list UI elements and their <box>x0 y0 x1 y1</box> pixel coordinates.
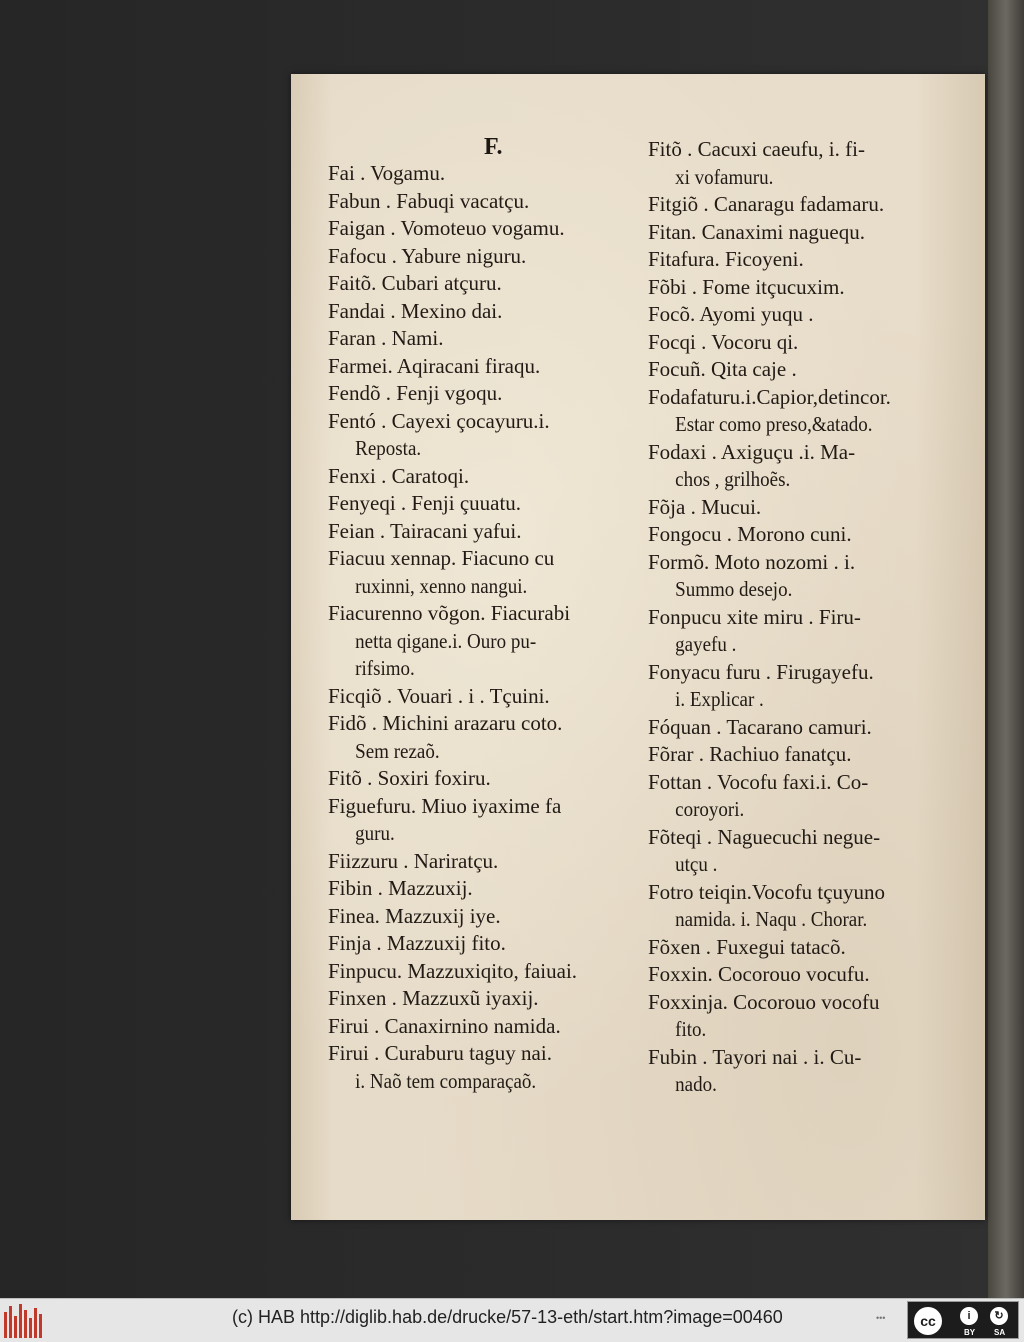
entry-line: Fitan. Canaximi naguequ. <box>648 219 865 244</box>
entry-line: Formõ. Moto nozomi . i. <box>648 549 856 574</box>
entry-continuation: nado. <box>675 1072 717 1096</box>
attribution-icon: i <box>958 1305 980 1327</box>
entry-line: Fonpucu xite miru . Firu- <box>648 604 861 629</box>
entry-continuation: Sem rezaõ. <box>355 738 440 763</box>
dictionary-entry <box>328 600 643 683</box>
entry-line: Fottan . Vocofu faxi.i. Co- <box>648 769 869 794</box>
dictionary-entry <box>648 741 963 769</box>
entry-line: Focqi . Vocoru qi. <box>648 329 799 354</box>
entry-line: Fiacuu xennap. Fiacuno cu <box>328 546 555 570</box>
dictionary-entry <box>648 136 963 191</box>
entry-line: Faitõ. Cubari atçuru. <box>328 271 502 295</box>
entry-line: Fongocu . Morono cuni. <box>648 522 852 546</box>
dictionary-entry <box>328 463 643 491</box>
entry-continuation: chos , grilhoẽs. <box>675 467 791 491</box>
dictionary-entry <box>328 683 643 711</box>
entry-line: Foxxin. Cocorouo vocufu. <box>648 962 870 986</box>
dictionary-entry <box>328 215 643 243</box>
dictionary-entry <box>328 848 643 876</box>
dictionary-entry <box>328 545 643 600</box>
entry-continuation: gayefu . <box>675 632 737 656</box>
viewer-footer <box>0 1298 1024 1342</box>
entry-line: Fodaxi . Axiguçu .i. Ma- <box>648 439 856 464</box>
dictionary-entry <box>648 274 963 302</box>
dictionary-entry <box>648 961 963 989</box>
dictionary-entry <box>328 930 643 958</box>
entry-continuation: coroyori. <box>675 797 745 821</box>
entry-line: Fendõ . Fenji vgoqu. <box>328 381 503 405</box>
entry-line: Fentó . Cayexi çocayuru.i. <box>328 408 550 433</box>
entry-line: Fõja . Mucui. <box>648 494 762 519</box>
dictionary-entry <box>648 494 963 522</box>
hab-logo-icon[interactable] <box>4 1302 48 1338</box>
entry-line: Fibin . Mazzuxij. <box>328 876 473 900</box>
entry-continuation: i. Explicar . <box>675 687 764 711</box>
entry-line: Finxen . Mazzuxũ iyaxij. <box>328 986 539 1010</box>
share-alike-icon: ↻ <box>988 1305 1010 1327</box>
entry-line: Focõ. Ayomi yuqu . <box>648 302 814 326</box>
dictionary-entry <box>328 765 643 793</box>
entry-continuation: Estar como preso,&atado. <box>675 412 873 436</box>
dictionary-entry <box>328 298 643 326</box>
entry-line: Fóquan . Tacarano camuri. <box>648 714 872 739</box>
entry-line: Fodafaturu.i.Capior,detincor. <box>648 384 891 409</box>
dictionary-entry <box>648 989 963 1044</box>
dictionary-entry <box>328 325 643 353</box>
dictionary-entry <box>328 518 643 546</box>
entry-line: Feian . Tairacani yafui. <box>328 518 522 543</box>
entry-line: Figuefuru. Miuo iyaxime fa <box>328 793 562 818</box>
entry-line: Faigan . Vomoteuo vogamu. <box>328 216 565 240</box>
dictionary-entry <box>328 1013 643 1041</box>
entry-line: Foxxinja. Cocorouo vocofu <box>648 989 880 1014</box>
entry-line: Fõxen . Fuxegui tatacõ. <box>648 934 846 959</box>
dictionary-entry <box>328 160 643 188</box>
entry-continuation: guru. <box>355 821 395 845</box>
entry-line: Fenyeqi . Fenji çuuatu. <box>328 491 522 515</box>
entry-line: Fandai . Mexino dai. <box>328 298 503 323</box>
left-column <box>328 160 643 1095</box>
dictionary-entry <box>328 793 643 848</box>
entry-line: Fitõ . Soxiri foxiru. <box>328 766 491 790</box>
cc-icon: cc <box>912 1305 944 1337</box>
entry-line: Fiizzuru . Nariratçu. <box>328 848 499 873</box>
entry-line: Finja . Mazzuxij fito. <box>328 931 506 955</box>
dictionary-entry <box>328 188 643 216</box>
entry-line: Fitgiõ . Canaragu fadamaru. <box>648 192 885 216</box>
dictionary-entry <box>648 219 963 247</box>
entry-continuation: Reposta. <box>355 436 422 460</box>
entry-line: Fõbi . Fome itçucuxim. <box>648 274 845 299</box>
adjacent-page-edge <box>988 0 1024 1298</box>
entry-continuation: netta qigane.i. Ouro pu- <box>355 628 537 653</box>
entry-continuation: Summo desejo. <box>675 577 793 601</box>
entry-line: Finpucu. Mazzuxiqito, faiuai. <box>328 958 578 983</box>
dictionary-entry <box>648 439 963 494</box>
dictionary-entry <box>328 353 643 381</box>
entry-line: Farmei. Aqiracani firaqu. <box>328 353 541 378</box>
entry-line: Fonyacu furu . Firugayefu. <box>648 659 874 684</box>
dictionary-entry <box>648 191 963 219</box>
dictionary-entry <box>648 879 963 934</box>
dictionary-entry <box>648 934 963 962</box>
entry-line: Fitafura. Ficoyeni. <box>648 247 804 271</box>
entry-line: Fai . Vogamu. <box>328 161 446 185</box>
dictionary-entry <box>328 408 643 463</box>
sa-label: SA <box>994 1328 1006 1337</box>
dictionary-entry <box>648 384 963 439</box>
copyright-link[interactable]: (c) HAB http://diglib.hab.de/drucke/57-13-eth/start.htm?image=00460 <box>232 1307 783 1327</box>
entry-continuation: fito. <box>675 1017 707 1041</box>
entry-line: Fiacurenno võgon. Fiacurabi <box>328 601 571 625</box>
entry-line: Firui . Curaburu taguy nai. <box>328 1041 552 1065</box>
entry-line: Fabun . Fabuqi vacatçu. <box>328 188 530 213</box>
entry-line: Ficqiõ . Vouari . i . Tçuini. <box>328 683 550 708</box>
entry-continuation: xi vofamuru. <box>675 164 774 189</box>
dictionary-entry <box>648 356 963 384</box>
entry-continuation: rifsimo. <box>355 656 415 680</box>
dictionary-entry <box>328 380 643 408</box>
entry-continuation: namida. i. Naqu . Chorar. <box>675 907 868 931</box>
entry-continuation: utçu . <box>675 852 718 876</box>
entry-line: Faran . Nami. <box>328 326 444 350</box>
dictionary-entry <box>328 903 643 931</box>
dictionary-entry <box>328 1040 643 1095</box>
dictionary-entry <box>328 243 643 271</box>
entry-line: Fotro teiqin.Vocofu tçuyuno <box>648 879 886 904</box>
dictionary-entry <box>648 604 963 659</box>
by-label: BY <box>964 1328 976 1337</box>
dictionary-entry <box>328 985 643 1013</box>
footer-dots: ••• <box>876 1313 886 1323</box>
cc-license-badge[interactable] <box>907 1301 1019 1339</box>
dictionary-entry <box>328 270 643 298</box>
dictionary-entry <box>328 490 643 518</box>
dictionary-entry <box>648 824 963 879</box>
entry-line: Fubin . Tayori nai . i. Cu- <box>648 1044 862 1069</box>
entry-continuation: i. Naõ tem comparaçaõ. <box>355 1068 537 1093</box>
dictionary-entry <box>648 1044 963 1099</box>
entry-line: Focuñ. Qita caje . <box>648 357 797 381</box>
entry-line: Fitõ . Cacuxi caeufu, i. fi- <box>648 137 865 161</box>
dictionary-entry <box>648 549 963 604</box>
dictionary-entry <box>648 714 963 742</box>
section-letter: F. <box>484 134 503 160</box>
entry-line: Fenxi . Caratoqi. <box>328 463 470 488</box>
dictionary-entry <box>328 710 643 765</box>
dictionary-entry <box>648 769 963 824</box>
entry-line: Fõrar . Rachiuo fanatçu. <box>648 742 852 766</box>
dictionary-entry <box>328 875 643 903</box>
dictionary-entry <box>648 329 963 357</box>
dictionary-entry <box>648 659 963 714</box>
entry-line: Fafocu . Yabure niguru. <box>328 243 527 268</box>
dictionary-entry <box>648 521 963 549</box>
entry-line: Fõteqi . Naguecuchi negue- <box>648 824 881 849</box>
entry-line: Fidõ . Michini arazaru coto. <box>328 711 563 735</box>
entry-continuation: ruxinni, xenno nangui. <box>355 573 528 598</box>
entry-line: Finea. Mazzuxij iye. <box>328 903 501 928</box>
entry-line: Firui . Canaxirnino namida. <box>328 1013 561 1038</box>
dictionary-entry <box>648 246 963 274</box>
dictionary-entry <box>648 301 963 329</box>
dictionary-entry <box>328 958 643 986</box>
right-column <box>648 136 963 1099</box>
